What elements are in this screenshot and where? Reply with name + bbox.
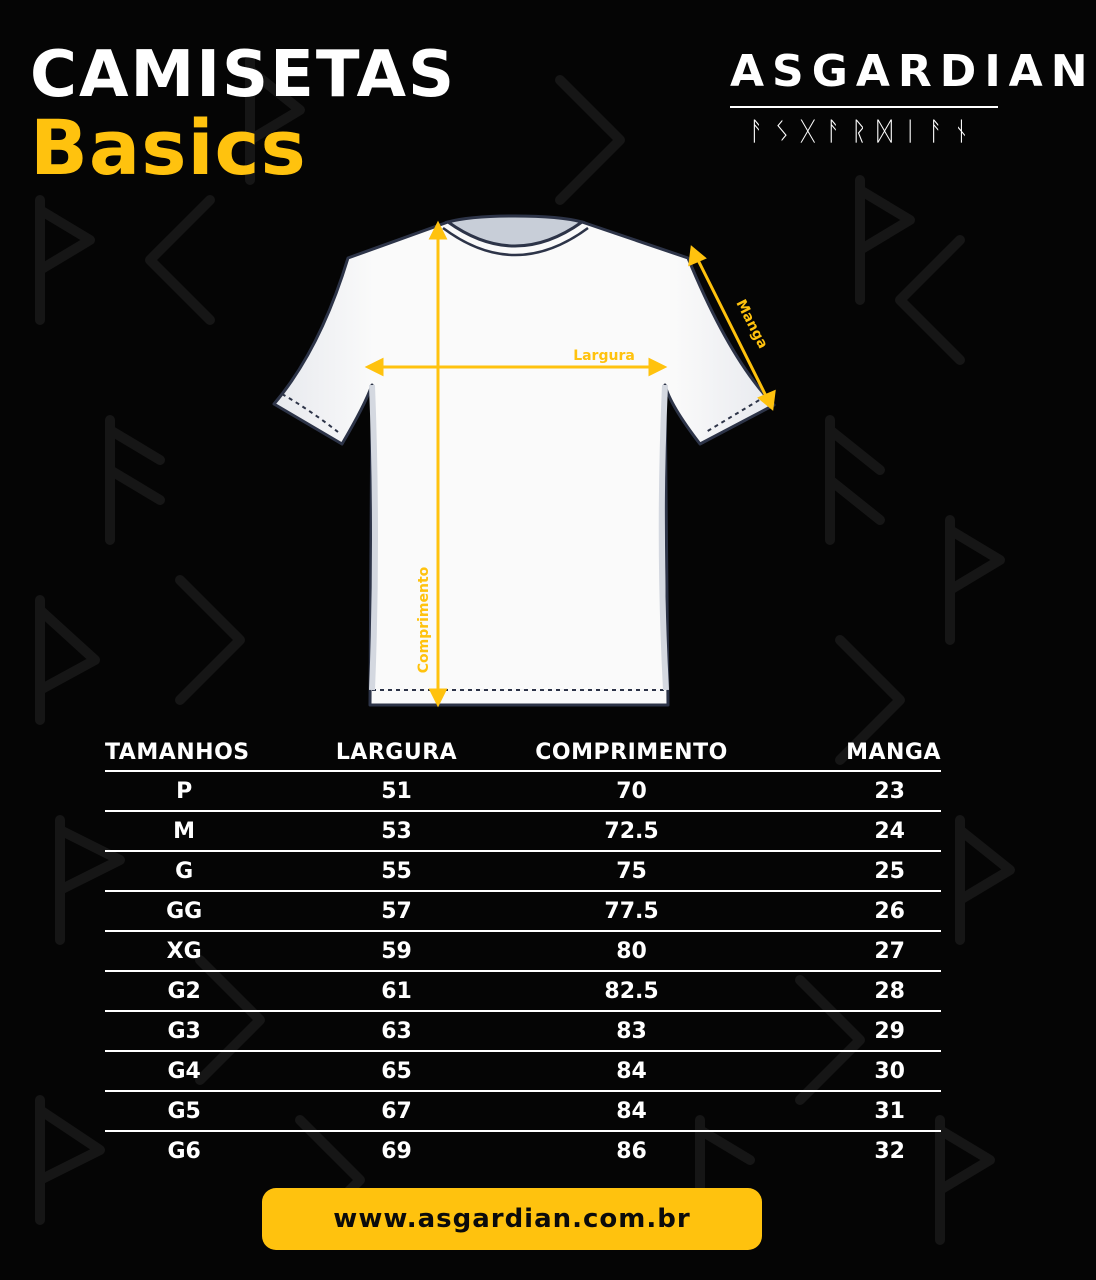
- cell-manga: 27: [733, 931, 941, 971]
- length-label: Comprimento: [416, 566, 432, 674]
- table-row: [105, 811, 941, 851]
- table-row: [105, 851, 941, 891]
- cell-manga: 23: [733, 771, 941, 811]
- cell-size: G5: [105, 1091, 263, 1131]
- cell-comprimento: 80: [530, 931, 734, 971]
- header-manga: MANGA: [733, 734, 941, 771]
- brand-name: ASGARDIAN: [730, 46, 1096, 97]
- cell-manga: 30: [733, 1051, 941, 1091]
- cell-manga: 26: [733, 891, 941, 931]
- table-row: [105, 931, 941, 971]
- cell-manga: 28: [733, 971, 941, 1011]
- cell-comprimento: 77.5: [530, 891, 734, 931]
- table-row: [105, 891, 941, 931]
- cell-manga: 24: [733, 811, 941, 851]
- tshirt-shape: [274, 216, 774, 705]
- cell-largura: 69: [381, 1138, 412, 1164]
- cell-largura: 61: [263, 971, 530, 1011]
- cell-comprimento: 86: [616, 1138, 647, 1164]
- cell-size: M: [105, 811, 263, 851]
- cell-comprimento: 75: [530, 851, 734, 891]
- brand-divider: [730, 106, 998, 108]
- table-row: [105, 1131, 941, 1170]
- cell-largura: 51: [263, 771, 530, 811]
- cell-largura: 59: [263, 931, 530, 971]
- tshirt-diagram: [260, 210, 790, 720]
- table-row: [105, 771, 941, 811]
- sleeve-label: Manga: [732, 297, 771, 352]
- cell-largura: 55: [263, 851, 530, 891]
- cell-comprimento: 83: [530, 1011, 734, 1051]
- cell-size: G2: [105, 971, 263, 1011]
- table-row: [105, 1011, 941, 1051]
- cell-manga: 32: [874, 1138, 905, 1164]
- cell-size: GG: [105, 891, 263, 931]
- cell-size: P: [105, 771, 263, 811]
- cell-largura: 57: [263, 891, 530, 931]
- table-header-row: [105, 734, 941, 771]
- page-subtitle-basics: Basics: [30, 103, 307, 192]
- cell-size: XG: [105, 931, 263, 971]
- cell-comprimento: 70: [530, 771, 734, 811]
- cell-size: G6: [167, 1138, 201, 1164]
- header-comprimento: COMPRIMENTO: [530, 734, 734, 771]
- cell-manga: 29: [733, 1011, 941, 1051]
- cell-largura: 65: [263, 1051, 530, 1091]
- page-title-camisetas: CAMISETAS: [30, 38, 457, 112]
- cell-comprimento: 72.5: [530, 811, 734, 851]
- table-row: [105, 1051, 941, 1091]
- width-label: Largura: [573, 348, 635, 364]
- cell-manga: 25: [733, 851, 941, 891]
- header-tamanhos: TAMANHOS: [105, 734, 263, 771]
- size-table: [105, 734, 941, 1170]
- cell-size: G3: [105, 1011, 263, 1051]
- header-largura: LARGURA: [263, 734, 530, 771]
- cell-comprimento: 84: [530, 1091, 734, 1131]
- website-banner[interactable]: [262, 1188, 762, 1250]
- cell-size: G: [105, 851, 263, 891]
- cell-largura: 53: [263, 811, 530, 851]
- cell-manga: 31: [733, 1091, 941, 1131]
- website-url[interactable]: www.asgardian.com.br: [333, 1204, 691, 1234]
- cell-size: G4: [105, 1051, 263, 1091]
- cell-largura: 67: [263, 1091, 530, 1131]
- brand-runes: ᚨᛊᚷᚨᚱᛞᛁᚨᚾ: [748, 117, 980, 147]
- table-row: [105, 1091, 941, 1131]
- table-row: [105, 971, 941, 1011]
- cell-comprimento: 82.5: [530, 971, 734, 1011]
- cell-comprimento: 84: [530, 1051, 734, 1091]
- brand-logo: [730, 42, 1096, 148]
- cell-largura: 63: [263, 1011, 530, 1051]
